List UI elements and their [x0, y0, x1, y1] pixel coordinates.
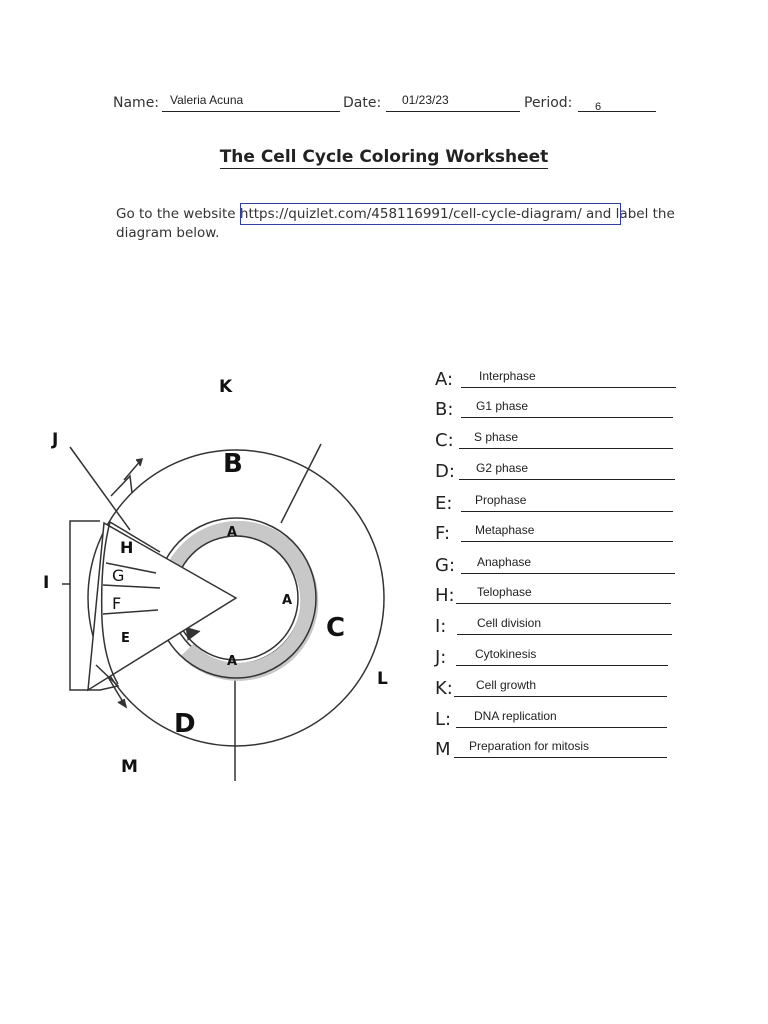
link-highlight-box [240, 203, 621, 225]
date-underline [386, 111, 520, 112]
period-value[interactable]: 6 [595, 101, 602, 113]
label-m: M [121, 757, 138, 777]
label-l: L [377, 669, 388, 689]
region-g-label: G [112, 566, 125, 585]
date-value[interactable]: 01/23/23 [402, 93, 449, 107]
answer-underline [456, 603, 671, 604]
answer-value[interactable]: DNA replication [474, 709, 557, 723]
answer-letter: A: [435, 369, 454, 390]
region-c-label: C [326, 613, 346, 643]
answer-underline [454, 696, 667, 697]
name-label: Name: [113, 95, 160, 111]
answer-value[interactable]: Interphase [479, 369, 536, 383]
answer-letter: M [435, 739, 451, 760]
answer-value[interactable]: Preparation for mitosis [469, 739, 590, 753]
region-b-label: B [223, 449, 243, 479]
answer-value[interactable]: G2 phase [476, 461, 529, 475]
answer-underline [456, 665, 668, 666]
answer-value[interactable]: Telophase [477, 585, 532, 599]
answer-value[interactable]: Cell growth [476, 678, 537, 692]
answer-value[interactable]: Prophase [475, 493, 527, 507]
answer-underline [459, 448, 673, 449]
answer-value[interactable]: G1 phase [476, 399, 529, 413]
answer-letter: F: [435, 523, 451, 544]
region-h-label: H [120, 538, 134, 557]
answer-letter: D: [435, 461, 455, 482]
answer-underline [461, 511, 673, 512]
period-label: Period: [524, 95, 573, 111]
answer-underline [457, 634, 672, 635]
label-i: I [43, 573, 50, 593]
ring-label-bottom: A [227, 654, 238, 669]
name-underline [162, 111, 340, 112]
answer-letter: E: [435, 493, 453, 514]
answer-underline [461, 573, 675, 574]
label-k: K [219, 377, 233, 397]
answer-underline [461, 417, 673, 418]
region-e-label: E [121, 631, 130, 646]
instructions-before: Go to the website [116, 206, 240, 222]
answer-value[interactable]: Anaphase [477, 555, 532, 569]
website-link[interactable]: https://quizlet.com/458116991/cell-cycle-diagram/ [239, 206, 582, 222]
region-f-label: F [112, 594, 122, 613]
region-d-label: D [174, 709, 196, 739]
answer-value[interactable]: Cytokinesis [475, 647, 537, 661]
answer-letter: K: [435, 678, 453, 699]
name-value[interactable]: Valeria Acuna [170, 93, 244, 107]
worksheet-title: The Cell Cycle Coloring Worksheet [219, 147, 549, 167]
answer-underline [461, 387, 676, 388]
answer-letter: G: [435, 555, 456, 576]
label-j: J [52, 430, 59, 450]
answer-value[interactable]: S phase [474, 430, 519, 444]
answer-letter: C: [435, 430, 454, 451]
instructions-after: and label the diagram below. [116, 206, 675, 241]
answer-underline [456, 727, 667, 728]
answer-value[interactable]: Metaphase [475, 523, 535, 537]
cell-cycle-diagram [40, 360, 410, 790]
answer-underline [454, 757, 667, 758]
ring-label-right: A [282, 593, 293, 608]
answer-value[interactable]: Cell division [477, 616, 542, 630]
ring-label-top: A [227, 525, 238, 540]
answer-letter: I: [435, 616, 447, 637]
answer-letter: B: [435, 399, 454, 420]
answer-underline [461, 541, 673, 542]
answer-letter: L: [435, 709, 452, 730]
answer-letter: H: [435, 585, 455, 606]
answer-letter: J: [435, 647, 447, 668]
answer-underline [459, 479, 675, 480]
period-underline [578, 111, 656, 112]
date-label: Date: [343, 95, 382, 111]
